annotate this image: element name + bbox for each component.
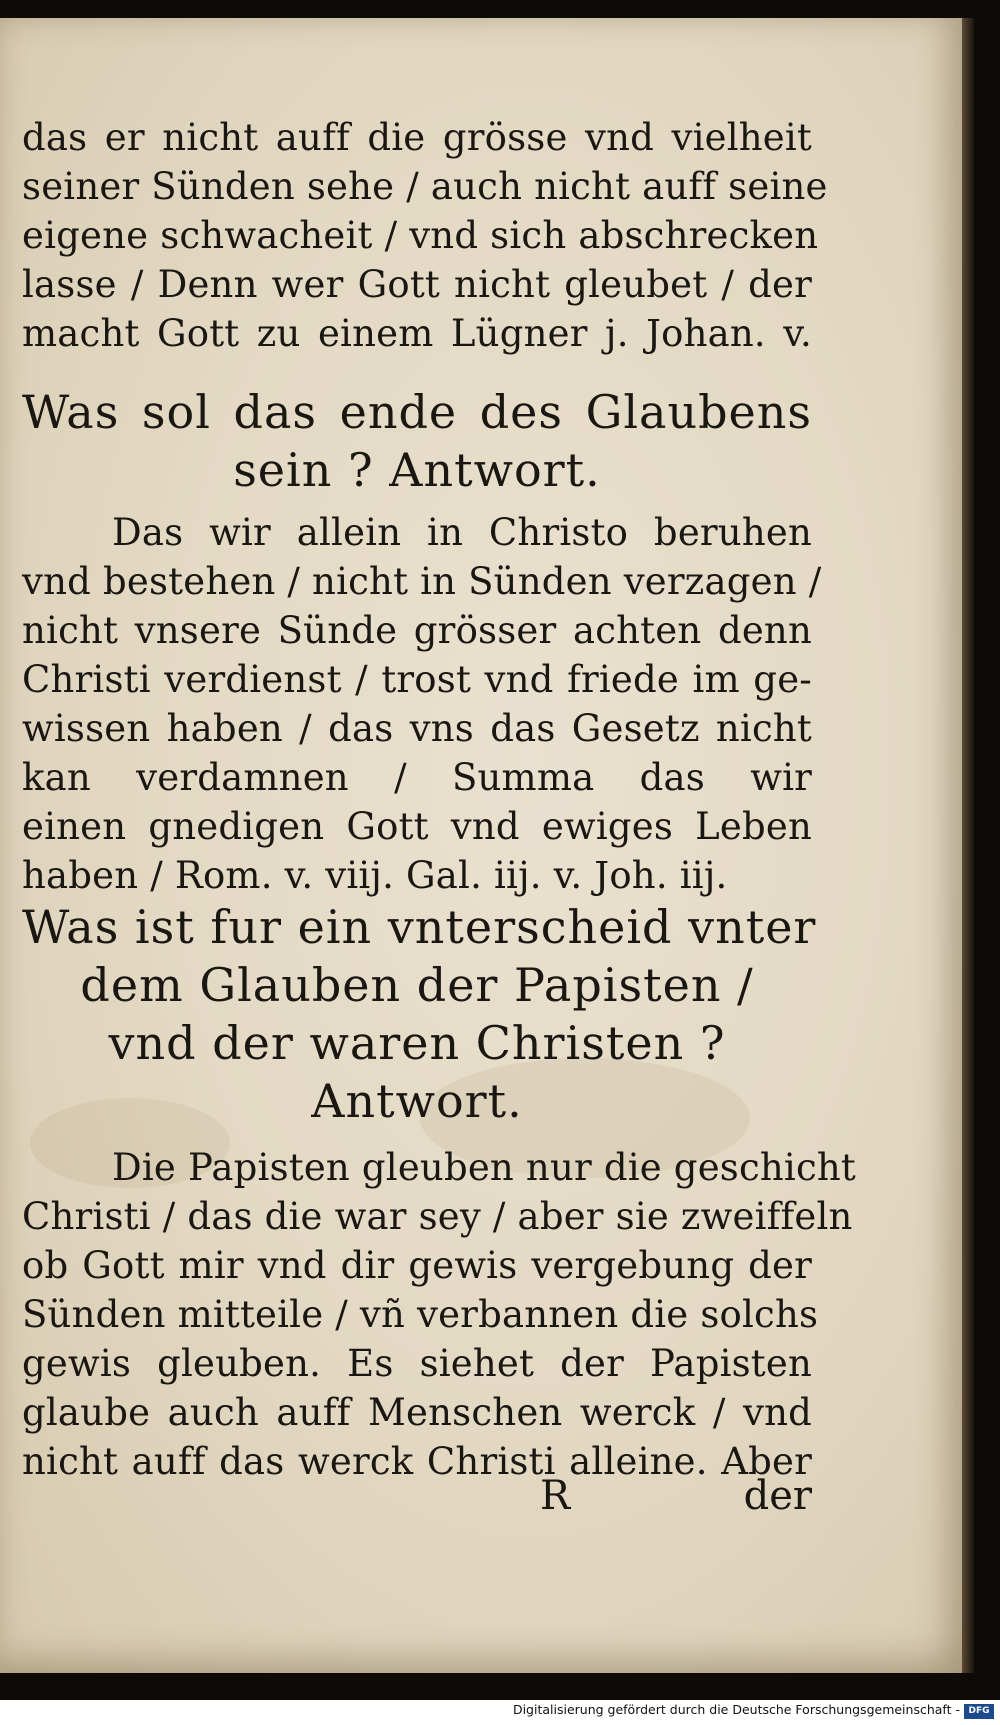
heading-2 [22, 898, 817, 1130]
footer-credit: Digitalisierung gefördert durch die Deutsche Forschungsgemeinschaft - [512, 1702, 960, 1717]
text-line: kan verdamnen / Summa das wir [22, 756, 812, 799]
text-line: wissen haben / das vns das Gesetz nicht [22, 707, 812, 750]
text-line: Sünden mitteile / vñ verbannen die solchs [22, 1293, 819, 1336]
text-line: macht Gott zu einem Lügner j. Johan. v. [22, 312, 812, 355]
paragraph-2 [22, 508, 822, 900]
heading-1 [22, 383, 812, 499]
text-line: nicht vnsere Sünde grösser achten denn [22, 609, 812, 652]
text-line: ob Gott mir vnd dir gewis vergebung der [22, 1244, 812, 1287]
text-line: glaube auch auff Menschen werck / vnd [22, 1391, 812, 1434]
text-line: haben / Rom. v. viij. Gal. iij. v. Joh. iij. [22, 854, 728, 897]
text-line: eigene schwacheit / vnd sich abschrecken [22, 214, 819, 257]
dfg-logo-icon: DFG [964, 1704, 994, 1719]
text-line: Christi / das die war sey / aber sie zweiffeln [22, 1195, 853, 1238]
catchword: der [743, 1473, 812, 1519]
page-foot [540, 1473, 812, 1519]
text-line: vnd bestehen / nicht in Sünden verzagen / [22, 560, 822, 603]
text-line: einen gnedigen Gott vnd ewiges Leben [22, 805, 812, 848]
text-line: Die Papisten gleuben nur die geschicht [112, 1146, 856, 1189]
text-line: nicht auff das werck Christi alleine. Aber [22, 1440, 812, 1483]
heading-line: sein ? Antwort. [233, 443, 601, 497]
paragraph-1 [22, 113, 828, 358]
text-line: seiner Sünden sehe / auch nicht auff seine [22, 165, 828, 208]
paragraph-3 [22, 1143, 856, 1486]
book-page [0, 18, 962, 1673]
text-line: Das wir allein in Christo beruhen [112, 511, 812, 554]
heading-line: Antwort. [311, 1074, 523, 1128]
heading-line: Was sol das ende des Glaubens [22, 385, 812, 439]
page-edge [962, 18, 974, 1673]
heading-line: Was ist fur ein vnterscheid vnter [22, 900, 817, 954]
text-line: Christi verdienst / trost vnd friede im ge- [22, 658, 812, 701]
heading-line: vnd der waren Christen ? [108, 1016, 726, 1070]
signature-mark: R [540, 1473, 571, 1519]
digitization-footer [0, 1700, 1000, 1725]
text-line: das er nicht auff die grösse vnd vielheit [22, 116, 812, 159]
text-line: lasse / Denn wer Gott nicht gleubet / der [22, 263, 812, 306]
text-line: gewis gleuben. Es siehet der Papisten [22, 1342, 812, 1385]
heading-line: dem Glauben der Papisten / [80, 958, 754, 1012]
